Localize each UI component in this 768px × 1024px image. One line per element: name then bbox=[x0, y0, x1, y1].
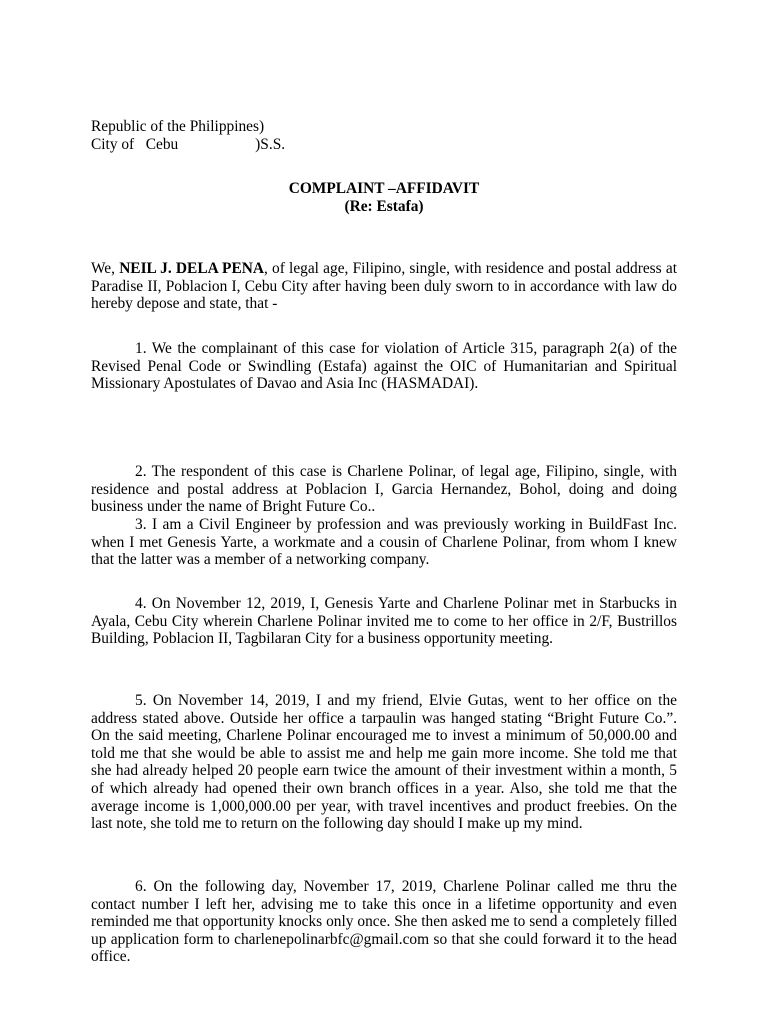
affiant-name: NEIL J. DELA PENA bbox=[119, 260, 264, 277]
intro-paragraph bbox=[91, 260, 677, 313]
paragraph-4: 4. On November 12, 2019, I, Genesis Yarte and Charlene Polinar met in Starbucks in Ayala, Cebu City wherein Charlene Polinar invited me to come to her office in 2/F, Bustrillos Building, Poblacion II, Tagbilaran City for a business opportunity meeting. bbox=[91, 595, 677, 648]
document-subtitle: (Re: Estafa) bbox=[344, 198, 424, 215]
paragraph-1: 1. We the complainant of this case for violation of Article 315, paragraph 2(a) of the Revised Penal Code or Swindling (Estafa) against the OIC of Humanitarian and Spiritual Missionary Apostulates of Davao and Asia Inc (HASMADAI). bbox=[91, 340, 677, 393]
intro-prefix: We, bbox=[91, 260, 120, 277]
venue-block bbox=[91, 118, 691, 154]
venue-republic-line: Republic of the Philippines) bbox=[91, 118, 265, 135]
document-title: COMPLAINT –AFFIDAVIT bbox=[288, 180, 480, 197]
venue-city-line: City of Cebu )S.S. bbox=[91, 136, 286, 153]
paragraph-6: 6. On the following day, November 17, 2019, Charlene Polinar called me thru the contact number I left her, advising me to take this once in a lifetime opportunity and even reminded me that opportunity knocks only once. She then asked me to send a completely filled up application form to charlenepolinarbfc@gmail.com so that she could forward it to the head office. bbox=[91, 878, 677, 966]
paragraph-3: 3. I am a Civil Engineer by profession and was previously working in BuildFast Inc. when I met Genesis Yarte, a workmate and a cousin of Charlene Polinar, from whom I knew that the latter was a member of a networking company. bbox=[91, 516, 677, 569]
paragraph-2: 2. The respondent of this case is Charlene Polinar, of legal age, Filipino, single, with residence and postal address at Poblacion I, Garcia Hernandez, Bohol, doing and doing business under the name of Bright Future Co.. bbox=[91, 463, 677, 516]
paragraph-5: 5. On November 14, 2019, I and my friend, Elvie Gutas, went to her office on the address stated above. Outside her office a tarpaulin was hanged stating “Bright Future Co.”. On the said meeting, Charlene Polinar encouraged me to invest a minimum of 50,000.00 and told me that she would be able to assist me and help me gain more income. She told me that she had already helped 20 people earn twice the amount of their investment within a month, 5 of which already had opened their own branch offices in a year. Also, she told me that the average income is 1,000,000.00 per year, with travel incentives and product freebies. On the last note, she told me to return on the following day should I make up my mind. bbox=[91, 692, 677, 833]
intro-rest: , of legal age, Filipino, single, with residence and postal address at Paradise II, Poblacion I, Cebu City after having been duly sworn to in accordance with law do hereby depose and state, that - bbox=[91, 260, 677, 313]
